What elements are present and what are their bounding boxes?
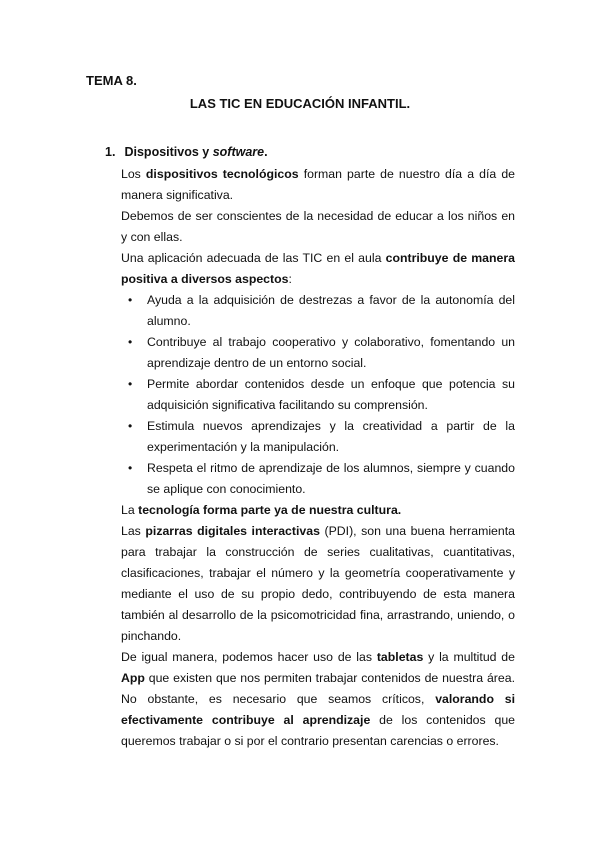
list-item <box>121 290 515 332</box>
paragraph-devices <box>121 164 515 206</box>
text-run: de los contenidos que queremos trabajar o si por el contrario presentan carencias o errores. <box>121 713 515 748</box>
section-title-italic: software <box>212 145 265 159</box>
list-item <box>121 416 515 458</box>
paragraph-application <box>121 248 515 290</box>
paragraph-pdi <box>121 521 515 647</box>
list-item-text: Permite abordar contenidos desde un enfoque que potencia su adquisición significativa facilitando su comprensión. <box>147 377 515 412</box>
bullet-icon: • <box>128 377 133 391</box>
bullet-icon: • <box>128 461 133 475</box>
bold-run: pizarras digitales interactivas <box>145 524 320 538</box>
text-run: De igual manera, podemos hacer uso de las <box>121 650 377 664</box>
text-run: Las <box>121 524 146 538</box>
bold-run: App <box>121 671 145 685</box>
benefits-list <box>121 290 515 500</box>
list-item-text: Respeta el ritmo de aprendizaje de los alumnos, siempre y cuando se aplique con conocimiento. <box>147 461 515 496</box>
list-item-text: Ayuda a la adquisición de destrezas a favor de la autonomía del alumno. <box>147 293 515 328</box>
paragraph-culture <box>121 500 515 521</box>
section-number: 1. <box>105 145 116 159</box>
bold-run: contribuye de manera positiva a diversos aspectos <box>121 251 515 286</box>
page-title: LAS TIC EN EDUCACIÓN INFANTIL. <box>189 96 411 111</box>
list-item-text: Contribuye al trabajo cooperativo y colaborativo, fomentando un aprendizaje dentro de un entorno social. <box>147 335 515 370</box>
section-title-part3: . <box>264 145 268 159</box>
bullet-icon: • <box>128 419 133 433</box>
list-item <box>121 332 515 374</box>
text-run: Los <box>121 167 146 181</box>
text-run: La <box>121 503 139 517</box>
list-item-text: Estimula nuevos aprendizajes y la creatividad a partir de la experimentación y la manipulación. <box>147 419 515 454</box>
text-run: : <box>288 272 292 286</box>
text-run: que existen que nos permiten trabajar contenidos de nuestra área. No obstante, es necesario que seamos críticos, <box>121 671 515 706</box>
section-heading <box>105 145 268 159</box>
paragraph-tablets <box>121 647 515 752</box>
text-run: y la multitud de <box>423 650 515 664</box>
text-run: forman parte de nuestro día a día de manera significativa. <box>121 167 516 202</box>
text-run: Una aplicación adecuada de las TIC en el aula <box>121 251 386 265</box>
section-title-part1: Dispositivos y <box>124 145 213 159</box>
topic-number: TEMA 8. <box>86 73 137 88</box>
section-body <box>121 164 515 752</box>
bold-run: valorando si efectivamente contribuye al aprendizaje <box>121 692 516 727</box>
list-item <box>121 374 515 416</box>
text-run: (PDI), son una buena herramienta para trabajar la construcción de series cualitativas, cuantitativas, clasificaciones, trabajar el número y la geometría cooperativamente y mediante el uso de su propio dedo, contribuyendo de esta manera también al desarrollo de la psicomotricidad fina, arrastrando, uniendo, o pinchando. <box>121 524 515 643</box>
paragraph-awareness: Debemos de ser conscientes de la necesidad de educar a los niños en y con ellas. <box>121 209 515 244</box>
bold-run: tabletas <box>376 650 424 664</box>
list-item <box>121 458 515 500</box>
bullet-icon: • <box>128 293 133 307</box>
bold-run: tecnología forma parte ya de nuestra cultura. <box>138 503 402 517</box>
bold-run: dispositivos tecnológicos <box>145 167 299 181</box>
bullet-icon: • <box>128 335 133 349</box>
